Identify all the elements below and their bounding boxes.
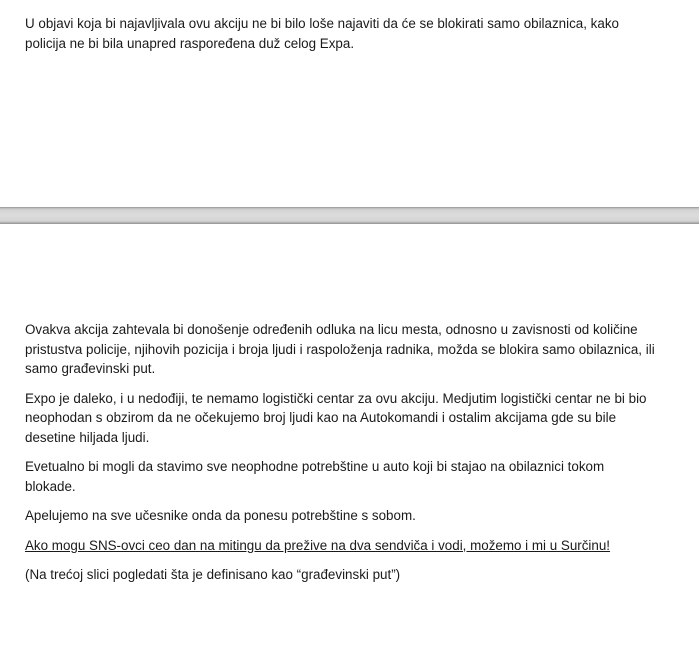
page-2-text [25, 320, 655, 595]
document-page-2 [0, 224, 699, 647]
paragraph-appeal: Apelujemo na sve učesnike onda da ponesu potrebštine s sobom. [25, 508, 416, 523]
page-separator [0, 207, 699, 224]
document-page-1 [0, 0, 699, 207]
paragraph-underlined-remark: Ako mogu SNS-ovci ceo dan na mitingu da prežive na dva sendviča i vodi, možemo i mi u Surčinu! [25, 537, 611, 553]
page-1-text [25, 14, 655, 63]
paragraph-on-site-decisions: Ovakva akcija zahtevala bi donošenje određenih odluka na licu mesta, odnosno u zavisnosti od količine pristustva policije, njihovih pozicija i broja ljudi i raspoloženja radnika, možda se blokira samo obilaznica, ili samo građevinski put. [25, 322, 655, 376]
paragraph-logistics: Expo je daleko, i u nedođiji, te nemamo logistički centar za ovu akciju. Medjutim logistički centar ne bi bio neophodan s obzirom da ne očekujemo broj ljudi kao na Autokomandi i ostalim akcijama gde su bile desetine hiljada ljudi. [25, 390, 647, 445]
paragraph-supplies-car: Evetualno bi mogli da stavimo sve neophodne potrebštine u auto koji bi stajao na obilaznici tokom blokade. [25, 459, 605, 494]
paragraph-announcement-note: U objavi koja bi najavljivala ovu akciju ne bi bilo loše najaviti da će se blokirati samo obilaznica, kako policija ne bi bila unapred raspoređena duž celog Expa. [25, 16, 619, 51]
paragraph-third-image-note: (Na trećoj slici pogledati šta je definisano kao “građevinski put”) [25, 567, 401, 582]
